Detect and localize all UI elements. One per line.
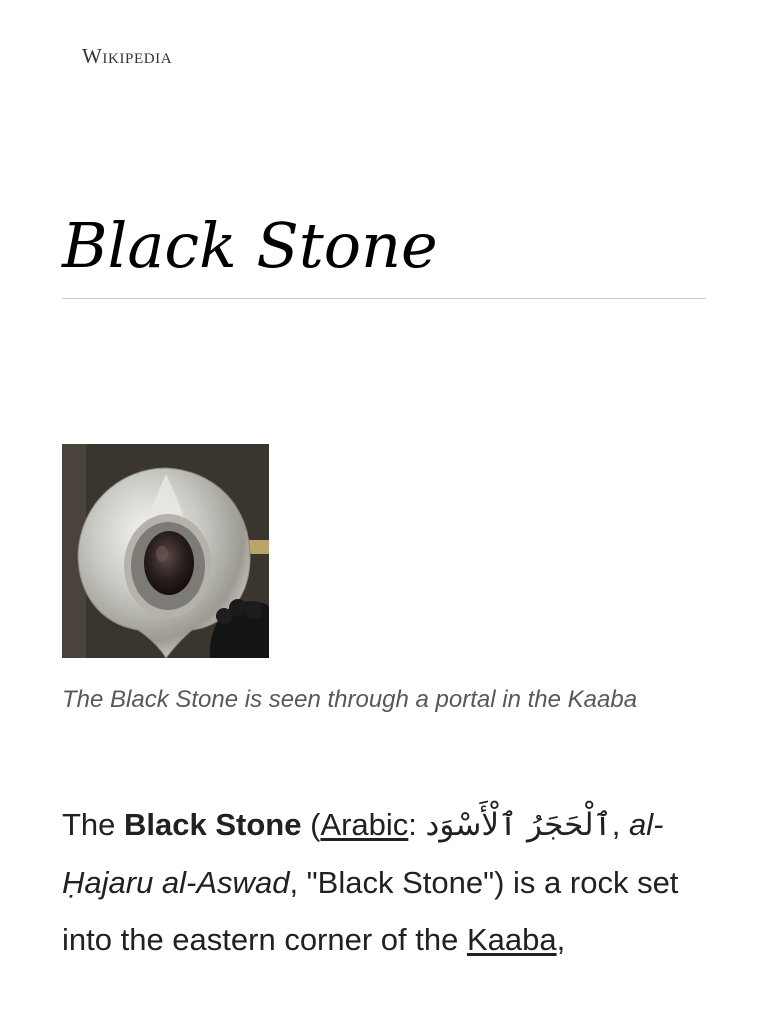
image-caption: The Black Stone is seen through a portal in the Kaaba: [62, 686, 638, 713]
arabic-script-text: ٱلْحَجَرُ ٱلْأَسْوَد: [425, 807, 612, 843]
lead-colon: :: [408, 807, 426, 842]
lead-paragraph: [62, 796, 712, 968]
transliteration-text: al-Ḥajaru al-Aswad: [62, 807, 664, 900]
lead-trailing-comma: ,: [556, 922, 566, 957]
wikipedia-wordmark[interactable]: Wikipedia: [82, 44, 173, 68]
lead-gloss-text: , "Black Stone") is a rock set into the eastern corner of the: [62, 865, 679, 957]
bold-term: Black Stone: [124, 807, 302, 842]
page-title: Black Stone: [62, 209, 438, 282]
kaaba-link[interactable]: Kaaba: [466, 922, 557, 957]
lead-open-paren: (: [301, 807, 321, 842]
lead-comma: ,: [611, 807, 629, 842]
arabic-language-link[interactable]: Arabic: [320, 807, 409, 842]
lead-text-the: The: [62, 807, 125, 842]
article-thumbnail[interactable]: [62, 444, 269, 658]
black-stone: [144, 531, 194, 595]
title-divider: [62, 298, 706, 299]
